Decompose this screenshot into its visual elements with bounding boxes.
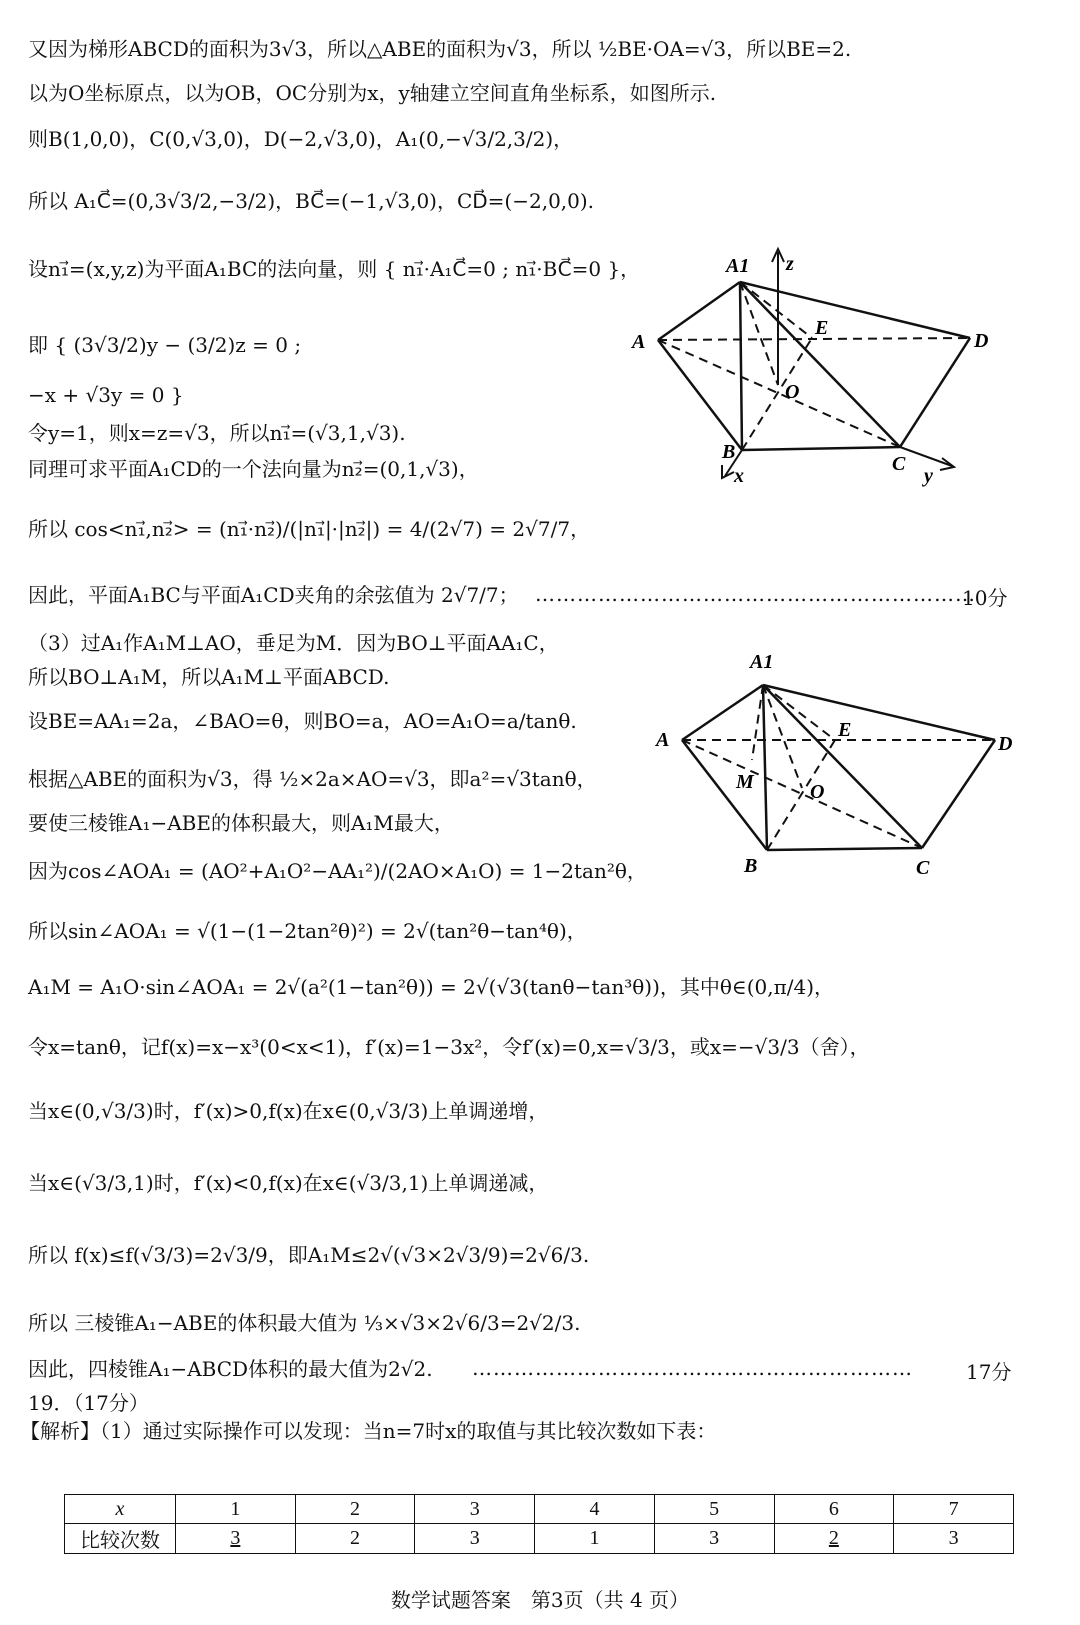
fig2-label-a: A [656, 729, 670, 751]
table-cell: 3 [894, 1524, 1014, 1554]
fig1-label-c: C [892, 453, 906, 475]
text-line-9: 同理可求平面A₁CD的一个法向量为n₂⃗=(0,1,√3)， [28, 457, 479, 481]
fig1-label-a1: A1 [726, 255, 750, 277]
table-cell-value: 2 [828, 1527, 839, 1549]
fig1-label-a: A [632, 331, 646, 353]
text-line-19: A₁M = A₁O·sin∠AOA₁ = 2√(a²(1−tan²θ)) = 2√(√3(tanθ−tan³θ))，其中θ∈(0,π/4)， [28, 975, 835, 999]
score-dots-1: ……………………………………………………… [535, 582, 976, 606]
table-row [65, 1495, 1014, 1524]
text-line-2: 以为O坐标原点，以为OB，OC分别为x，y轴建立空间直角坐标系，如图所示. [28, 81, 717, 105]
text-line-24: 所以 三棱锥A₁−ABE的体积最大值为 ⅓×√3×2√6/3=2√2/3. [28, 1311, 581, 1335]
fig2-label-m: M [736, 771, 754, 793]
fig1-label-e: E [815, 317, 829, 339]
table-cell: 1 [535, 1524, 655, 1554]
table-cell: 2 [295, 1495, 415, 1524]
table-cell: 1 [176, 1495, 296, 1524]
fig1-label-d: D [974, 330, 989, 352]
text-line-18: 所以sin∠AOA₁ = √(1−(1−2tan²θ)²) = 2√(tan²θ−tan⁴θ)， [28, 919, 587, 943]
fig1-label-o: O [785, 381, 800, 403]
text-line-7: −x + √3y = 0 } [28, 383, 184, 407]
table-cell: 7 [894, 1495, 1014, 1524]
fig1-label-y: y [924, 465, 933, 487]
table-cell-value: 3 [230, 1527, 241, 1549]
figure-pyramid-coordinates [620, 240, 1040, 490]
table-cell: 2 [295, 1524, 415, 1554]
text-line-3: 则B(1,0,0)，C(0,√3,0)，D(−2,√3,0)，A₁(0,−√3/2,3/2)， [28, 127, 574, 151]
table-cell: 3 [654, 1524, 774, 1554]
table-row-label: 比较次数 [65, 1524, 176, 1554]
text-line-17: 因为cos∠AOA₁ = (AO²+A₁O²−AA₁²)/(2AO×A₁O) = 1−2tan²θ， [28, 859, 647, 883]
table-cell [176, 1524, 296, 1554]
fig1-label-x: x [734, 465, 744, 487]
score-17: 17分 [966, 1360, 1012, 1384]
fig1-label-b: B [722, 441, 736, 463]
fig2-label-e: E [838, 719, 852, 741]
text-line-11: 因此，平面A₁BC与平面A₁CD夹角的余弦值为 2√7/7； [28, 583, 519, 607]
table-cell: 3 [415, 1495, 535, 1524]
text-line-14: 设BE=AA₁=2a，∠BAO=θ，则BO=a，AO=A₁O=a/tanθ. [28, 709, 577, 733]
text-line-15: 根据△ABE的面积为√3，得 ½×2a×AO=√3，即a²=√3tanθ， [28, 767, 597, 791]
fig1-label-z: z [786, 253, 794, 275]
page-footer: 数学试题答案 第3页（共 4 页） [390, 1588, 690, 1612]
comparison-table [64, 1494, 1014, 1554]
text-line-20: 令x=tanθ，记f(x)=x−x³(0<x<1)，f′(x)=1−3x²，令f′(x)=0,x=√3/3，或x=−√3/3（舍）， [28, 1035, 870, 1059]
text-line-22: 当x∈(√3/3,1)时，f′(x)<0,f(x)在x∈(√3/3,1)上单调递减， [28, 1171, 549, 1195]
text-line-10: 所以 cos<n₁⃗,n₂⃗> = (n₁⃗·n₂⃗)/(|n₁⃗|·|n₂⃗|) = 4/(2√7) = 2√7/7， [28, 517, 591, 541]
score-10: 10分 [962, 586, 1008, 610]
text-line-27: 【解析】（1）通过实际操作可以发现：当n=7时x的取值与其比较次数如下表： [20, 1419, 717, 1443]
fig2-label-a1: A1 [750, 651, 774, 673]
fig2-label-c: C [916, 857, 930, 879]
text-line-4: 所以 A₁C⃗=(0,3√3/2,−3/2)，BC⃗=(−1,√3,0)，CD⃗=(−2,0,0). [28, 189, 595, 213]
table-cell: 3 [415, 1524, 535, 1554]
text-line-25: 因此，四棱锥A₁−ABCD体积的最大值为2√2. [28, 1357, 433, 1381]
text-line-5: 设n₁⃗=(x,y,z)为平面A₁BC的法向量，则 { n₁⃗·A₁C⃗=0 ; n₁⃗·BC⃗=0 }， [28, 257, 641, 281]
table-row [65, 1524, 1014, 1554]
text-line-8: 令y=1，则x=z=√3，所以n₁⃗=(√3,1,√3). [28, 421, 406, 445]
table-cell: 4 [535, 1495, 655, 1524]
table-cell: 6 [774, 1495, 894, 1524]
fig2-label-b: B [744, 855, 758, 877]
fig2-label-d: D [998, 733, 1013, 755]
fig2-label-o: O [810, 781, 825, 803]
text-line-21: 当x∈(0,√3/3)时，f′(x)>0,f(x)在x∈(0,√3/3)上单调递增， [28, 1099, 549, 1123]
text-line-23: 所以 f(x)≤f(√3/3)=2√3/9，即A₁M≤2√(√3×2√3/9)=2√6/3. [28, 1243, 590, 1267]
text-line-26: 19．（17分） [28, 1391, 149, 1415]
table-header-label: x [65, 1495, 176, 1524]
text-line-13: 所以BO⊥A₁M，所以A₁M⊥平面ABCD. [28, 665, 390, 689]
table-cell [774, 1524, 894, 1554]
score-dots-2: ……………………………………………………… [472, 1356, 913, 1380]
text-line-1: 又因为梯形ABCD的面积为3√3，所以△ABE的面积为√3，所以 ½BE·OA=√3，所以BE=2. [28, 37, 852, 61]
text-line-12: （3）过A₁作A₁M⊥AO，垂足为M．因为BO⊥平面AA₁C， [28, 631, 559, 655]
table-cell: 5 [654, 1495, 774, 1524]
text-line-16: 要使三棱锥A₁−ABE的体积最大，则A₁M最大， [28, 811, 454, 835]
figure-pyramid-m [640, 640, 1040, 880]
text-line-6: 即 { (3√3/2)y − (3/2)z = 0 ; [28, 333, 302, 357]
